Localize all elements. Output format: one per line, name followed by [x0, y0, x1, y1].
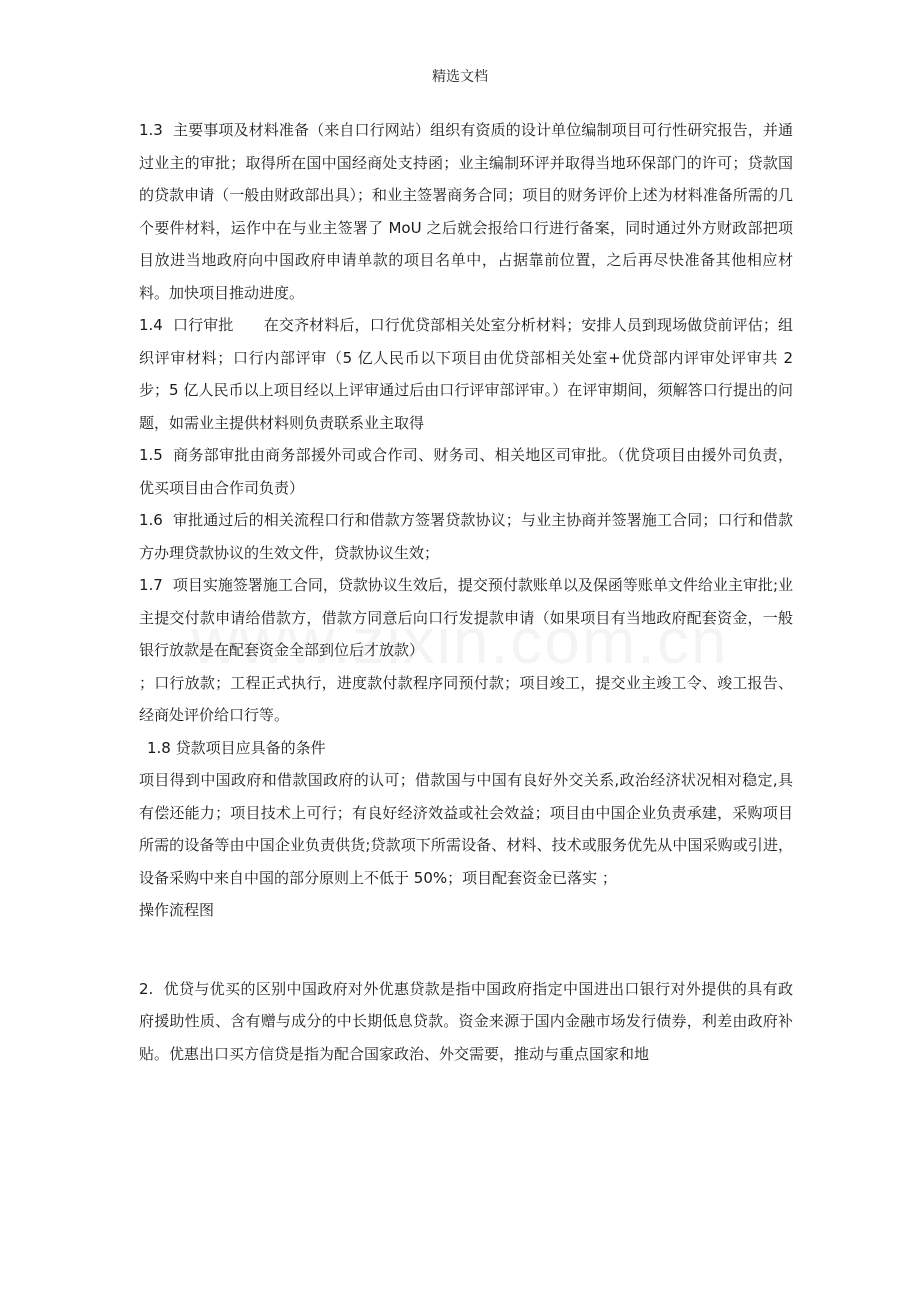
section-1-4 [139, 309, 793, 439]
section-1-8-heading: 1.8 贷款项目应具备的条件 [147, 738, 326, 757]
page-header: 精选文档 [432, 69, 488, 85]
section-number: 1.5 [139, 446, 163, 464]
section-2 [139, 973, 793, 1071]
section-1-7-continuation: ；口行放款；工程正式执行，进度款付款程序同预付款；项目竣工，提交业主竣工令、竣工报告、经商处评价给口行等。 [139, 673, 793, 724]
section-text: 审批通过后的相关流程口行和借款方签署贷款协议；与业主协商并签署施工合同；口行和借款方办理贷款协议的生效文件，贷款协议生效； [139, 511, 793, 562]
section-text: 项目实施签署施工合同，贷款协议生效后，提交预付款账单以及保函等账单文件给业主审批;业主提交付款申请给借款方，借款方同意后向口行发提款申请（如果项目有当地政府配套资金，一般银行放款是在配套资金全部到位后才放款） [139, 576, 793, 659]
section-number: 1.6 [139, 511, 163, 529]
section-number: 1.7 [139, 576, 163, 594]
section-number: 1.3 [139, 121, 163, 139]
document-body [139, 114, 793, 1070]
section-number: 2. [139, 979, 154, 998]
section-text: 优贷与优买的区别中国政府对外优惠贷款是指中国政府指定中国进出口银行对外提供的具有政府援助性质、含有赠与成分的中长期低息贷款。资金来源于国内金融市场发行债券，利差由政府补贴。优惠出口买方信贷是指为配合国家政治、外交需要，推动与重点国家和地 [139, 979, 793, 1063]
section-1-7 [139, 569, 793, 667]
section-text: 主要事项及材料准备（来自口行网站）组织有资质的设计单位编制项目可行性研究报告，并通过业主的审批；取得所在国中国经商处支持函；业主编制环评并取得当地环保部门的许可；贷款国的贷款申请（一般由财政部出具）；和业主签署商务合同；项目的财务评价上述为材料准备所需的几个要件材料，运作中在与业主签署了 MoU 之后就会报给口行进行备案，同时通过外方财政部把项目放进当地政府向中国政府申请单款的项目名单中，占据靠前位置，之后再尽快准备其他相应材料。加快项目推动进度。 [139, 121, 793, 302]
section-1-5 [139, 439, 793, 504]
section-1-6 [139, 504, 793, 569]
section-text: 商务部审批由商务部援外司或合作司、财务司、相关地区司审批。（优贷项目由援外司负责，优买项目由合作司负责） [139, 446, 793, 497]
conditions-paragraph: 项目得到中国政府和借款国政府的认可；借款国与中国有良好外交关系,政治经济状况相对稳定,具有偿还能力；项目技术上可行；有良好经济效益或社会效益；项目由中国企业负责承建，采购项目所需的设备等由中国企业负责供货;贷款项下所需设备、材料、技术或服务优先从中国采购或引进，设备采购中来自中国的部分原则上不低于 50%；项目配套资金已落实 ； [139, 771, 793, 887]
section-1-3 [139, 114, 793, 309]
section-text: 口行审批 在交齐材料后，口行优贷部相关处室分析材料；安排人员到现场做贷前评估；组织评审材料；口行内部评审（5 亿人民币以下项目由优贷部相关处室+优贷部内评审处评审共 2 步；5 亿人民币以上项目经以上评审通过后由口行评审部评审。）在评审期间，须解答口行提出的问题，如需业主提供材料则负责联系业主取得 [139, 316, 793, 432]
section-number: 1.4 [139, 316, 163, 334]
flowchart-label: 操作流程图 [139, 901, 215, 919]
